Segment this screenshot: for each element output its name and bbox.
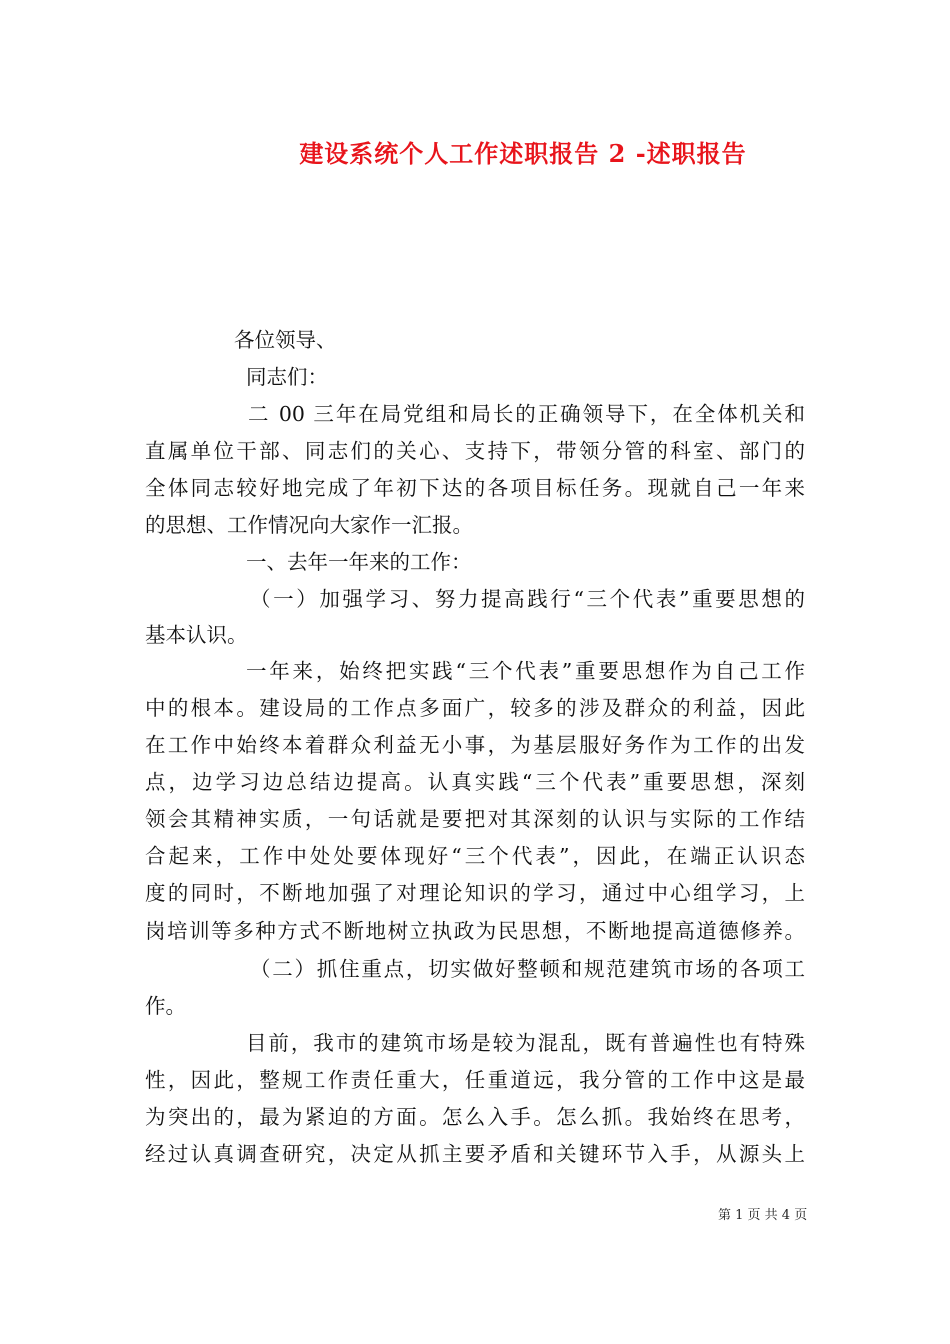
paragraph-line: 经过认真调查研究，决定从抓主要矛盾和关键环节入手，从源头上	[145, 1142, 805, 1166]
subsection-heading: 作。	[145, 994, 186, 1018]
subsection-heading: （一）加强学习、努力提高践行“三个代表”重要思想的	[250, 587, 805, 611]
paragraph-line: 领会其精神实质，一句话就是要把对其深刻的认识与实际的工作结	[145, 807, 805, 831]
paragraph-line: 性，因此，整规工作责任重大，任重道远，我分管的工作中这是最	[145, 1068, 805, 1092]
paragraph-line: 直属单位干部、同志们的关心、支持下，带领分管的科室、部门的	[145, 439, 805, 463]
subsection-heading: 基本认识。	[145, 623, 248, 647]
salutation-line: 同志们：	[246, 365, 328, 389]
paragraph-line: 中的根本。建设局的工作点多面广，较多的涉及群众的利益，因此	[145, 696, 805, 720]
paragraph-line: 度的同时，不断地加强了对理论知识的学习，通过中心组学习，上	[145, 881, 805, 905]
paragraph-line: 二 00 三年在局党组和局长的正确领导下，在全体机关和	[248, 402, 805, 426]
paragraph-line: 目前，我市的建筑市场是较为混乱，既有普遍性也有特殊	[246, 1031, 805, 1055]
paragraph-line: 点，边学习边总结边提高。认真实践“三个代表”重要思想，深刻	[145, 770, 805, 794]
paragraph-line: 为突出的，最为紧迫的方面。怎么入手。怎么抓。我始终在思考，	[145, 1105, 805, 1129]
paragraph-line: 在工作中始终本着群众利益无小事，为基层服好务作为工作的出发	[145, 733, 805, 757]
paragraph-line: 全体同志较好地完成了年初下达的各项目标任务。现就自己一年来	[145, 476, 805, 500]
paragraph-line: 一年来，始终把实践“三个代表”重要思想作为自己工作	[246, 659, 805, 683]
page-number: 第 1 页 共 4 页	[718, 1208, 808, 1223]
salutation-line: 各位领导、	[234, 328, 337, 352]
paragraph-line: 合起来，工作中处处要体现好“三个代表”，因此，在端正认识态	[145, 844, 805, 868]
subsection-heading: （二）抓住重点，切实做好整顿和规范建筑市场的各项工	[250, 957, 805, 981]
document-title: 建设系统个人工作述职报告 2 -述职报告	[299, 139, 747, 168]
paragraph-line: 的思想、工作情况向大家作一汇报。	[145, 513, 473, 537]
section-heading: 一、去年一年来的工作：	[246, 550, 472, 574]
paragraph-line: 岗培训等多种方式不断地树立执政为民思想，不断地提高道德修养。	[145, 919, 805, 943]
